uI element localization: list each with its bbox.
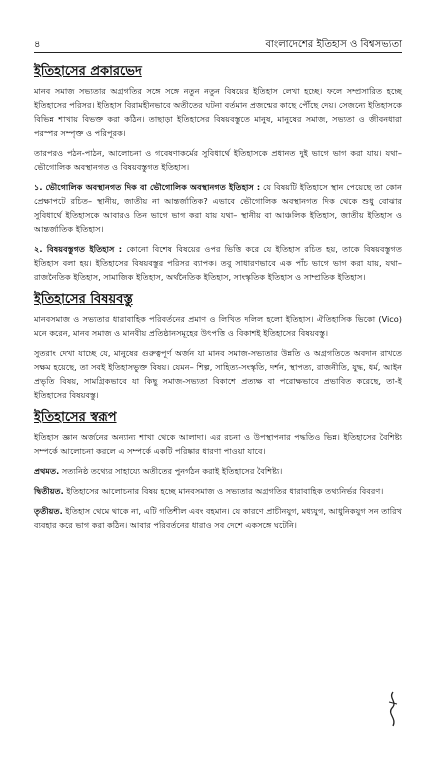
types-paragraph-subject-based: [34, 242, 402, 284]
nature-paragraph-second: [34, 484, 402, 498]
first-text: সত্যনিষ্ঠ তথ্যের সাহায্যে অতীতের পুনর্গঠন করাই ইতিহাসের বৈশিষ্ট্য।: [59, 466, 283, 476]
heading-history-nature: ইতিহাসের স্বরূপ: [34, 410, 117, 425]
nature-paragraph-first: [34, 464, 402, 478]
handwritten-mark-icon: [384, 690, 402, 728]
heading-history-types: ইতিহাসের প্রকারভেদ: [34, 64, 142, 79]
second-lead: দ্বিতীয়ত.: [34, 486, 64, 496]
subject-based-text: কোনো বিশেষ বিষয়ের ওপর ভিত্তি করে যে ইতিহাস রচিত হয়, তাকে বিষয়বস্তুগত ইতিহাস বলা হয়। ইতিহাসের বিষয়বস্তুর পরিসর ব্যাপক। তবু সাধারণভাবে এক পাঁচ ভাগে ভাগ করা যায়, যথা– রাজনৈতিক ইতিহাস, সামাজিক ইতিহাস, অর্থনৈতিক ইতিহাস, সাংস্কৃতিক ইতিহাস ও সাম্প্রতিক ইতিহাস।: [34, 244, 403, 282]
types-paragraph-2: তারপরও পঠন-পাঠন, আলোচনা ও গবেষণাকর্মের সুবিধার্থে ইতিহাসকে প্রধানত দুই ভাগে ভাগ করা যায়। যথা– ভৌগোলিক অবস্থানগত ও বিষয়বস্তুগত ইতিহাস।: [34, 148, 402, 172]
third-lead: তৃতীয়ত.: [34, 506, 63, 516]
subject-based-lead: ২. বিষয়বস্তুগত ইতিহাস :: [34, 244, 123, 254]
heading-history-subject: ইতিহাসের বিষয়বস্তু: [34, 292, 133, 307]
third-text: ইতিহাস থেমে থাকে না, এটি গতিশীল এবং বহমান। যে কারণে প্রাচীনযুগ, মধ্যযুগ, আধুনিকযুগ সন তারিখ ব্যবহার করে ভাগ করা কঠিন। আবার পরিবর্তনের ধারাও সব দেশে একসঙ্গে ঘটেনি।: [34, 506, 402, 530]
page-number: ৪: [34, 39, 41, 50]
header-rule: [34, 52, 402, 53]
second-text: ইতিহাসের আলোচনার বিষয় হচ্ছে মানবসমাজ ও সভ্যতার অগ্রগতির ধারাবাহিক তথ্যনির্ভর বিবরণ।: [63, 486, 384, 496]
page-content: [34, 58, 402, 538]
geographic-lead: ১. ভৌগোলিক অবস্থানগত দিক বা ভৌগোলিক অবস্থানগত ইতিহাস :: [34, 182, 261, 192]
first-lead: প্রথমত.: [34, 466, 60, 476]
running-header-title: বাংলাদেশের ইতিহাস ও বিশ্বসভ্যতা: [265, 39, 402, 50]
nature-paragraph-1: ইতিহাস জ্ঞান অর্জনের অন্যান্য শাখা থেকে আলাদা। এর রচনা ও উপস্থাপনার পদ্ধতিও ভিন্ন। ইতিহাসের বৈশিষ্ট্য সম্পর্কে আলোচনা করলে এ সম্পর্কে একটি পরিষ্কার ধারণা পাওয়া যাবে।: [34, 432, 402, 456]
types-paragraph-geographic: [34, 180, 402, 236]
subject-paragraph-2: সুতরাং দেখা যাচ্ছে যে, মানুষের গুরুত্বপূর্ণ অর্জন যা মানব সমাজ-সভ্যতার উন্নতি ও অগ্রগতিতে অবদান রাখতে সক্ষম হয়েছে, তা সবই ইতিহাসভুক্ত বিষয়। যেমন– শিল্প, সাহিত্য-সংস্কৃতি, দর্শন, স্থাপত্য, রাজনীতি, যুদ্ধ, ধর্ম, আইন প্রভৃতি বিষয়, সামগ্রিকভাবে যা কিছু সমাজ-সভ্যতা বিকাশে প্রত্যক্ষ বা পরোক্ষভাবে প্রভাবিত করেছে, তা-ই ইতিহাসের বিষয়বস্তু।: [34, 348, 402, 400]
geographic-text: যে বিষয়টি ইতিহাসে স্থান পেয়েছে তা কোন প্রেক্ষাপটে রচিত– স্থানীয়, জাতীয় না আন্তর্জাতিক? এভাবে ভৌগোলিক অবস্থানগত দিক থেকে শুধু বোঝার সুবিধার্থে ইতিহাসকে আবারও তিন ভাগে ভাগ করা যায় যথা– স্থানীয় বা আঞ্চলিক ইতিহাস, জাতীয় ইতিহাস ও আন্তর্জাতিক ইতিহাস।: [34, 182, 402, 234]
nature-paragraph-third: [34, 504, 402, 532]
types-paragraph-1: মানব সমাজ সভ্যতার অগ্রগতির সঙ্গে সঙ্গে নতুন নতুন বিষয়ের ইতিহাস লেখা হচ্ছে। ফলে সম্প্রসারিত হচ্ছে ইতিহাসের পরিসর। ইতিহাস বিরামহীনভাবে অতীতের ঘটনা বর্তমান প্রজন্মের কাছে পৌঁছে দেয়। সেজন্যে ইতিহাসকে বিভিন্ন শাখায় বিভক্ত করা কঠিন। তাছাড়া ইতিহাসের বিষয়বস্তুতে মানুষ, মানুষের সমাজ, সভ্যতা ও জীবনধারা পরস্পর সম্পৃক্ত ও পরিপূরক।: [34, 86, 402, 138]
subject-paragraph-1: মানবসমাজ ও সভ্যতার ধারাবাহিক পরিবর্তনের প্রমাণ ও লিখিত দলিল হলো ইতিহাস। ঐতিহাসিক ভিকো (Vico) মনে করেন, মানব সমাজ ও মানবীয় প্রতিষ্ঠানসমূহের উৎপত্তি ও বিকাশই ইতিহাসের বিষয়বস্তু।: [34, 314, 402, 338]
